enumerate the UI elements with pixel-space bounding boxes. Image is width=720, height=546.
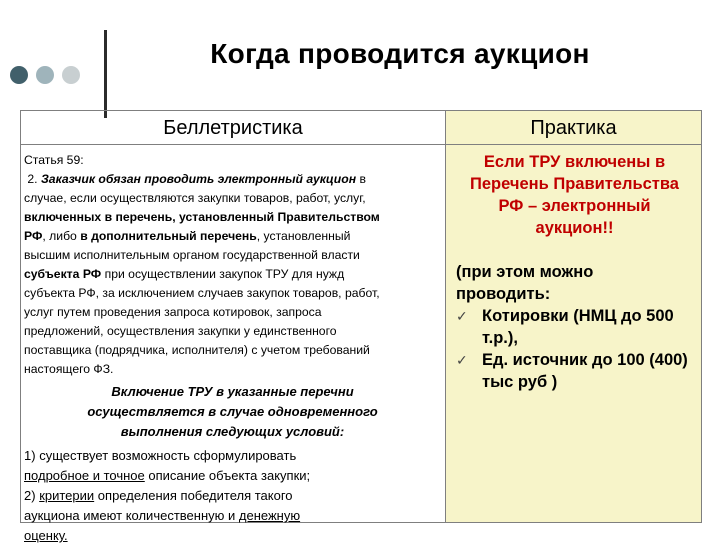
dot-mid-icon <box>36 66 54 84</box>
right-column-header: Практика <box>446 111 701 145</box>
condition-2-line-3: оценку. <box>24 528 68 543</box>
law-line-5: высшим исполнительным органом государственной власти <box>24 248 360 262</box>
law-line-9: предложений, осуществления закупки у единственного <box>24 324 337 338</box>
law-emphasis-1: Заказчик обязан проводить электронный аукцион <box>40 172 357 186</box>
law-line-8: услуг путем проведения запроса котировок, запроса <box>24 305 322 319</box>
left-column-header: Беллетристика <box>21 111 446 145</box>
list-item: ✓ Котировки (НМЦ до 500 т.р.), <box>456 307 674 347</box>
law-line-1: 2. Заказчик обязан проводить электронный аукцион в <box>27 172 366 186</box>
law-line-3: включенных в перечень, установленный Правительством <box>24 210 380 224</box>
condition-1-line-1: 1) существует возможность сформулировать <box>24 448 297 463</box>
title-divider <box>104 30 107 118</box>
law-line-7: субъекта РФ, за исключением случаев закупок товаров, работ, <box>24 286 380 300</box>
condition-1-line-2: подробное и точное описание объекта закупки; <box>24 468 311 483</box>
law-line-10: поставщика (подрядчика, исполнителя) с учетом требований <box>24 343 370 357</box>
practice-column <box>446 145 701 522</box>
conditions-list <box>24 446 441 546</box>
page-title: Когда проводится аукцион <box>210 38 590 69</box>
law-line-11: настоящего ФЗ. <box>24 362 114 376</box>
practice-list <box>456 305 701 393</box>
law-line-6: субъекта РФ при осуществлении закупок ТРУ для нужд <box>24 267 345 281</box>
comparison-table <box>20 110 702 543</box>
list-item: ✓ Ед. источник до 100 (400) тыс руб ) <box>456 351 688 391</box>
practice-notes: (при этом можно проводить: ✓ Котировки (НМЦ до 500 т.р.), ✓ Ед. источник до 100 (400) тыс руб ) <box>446 261 701 393</box>
checkmark-icon: ✓ <box>456 352 468 368</box>
condition-2-line-2: аукциона имеют количественную и денежную <box>24 508 301 523</box>
dot-light-icon <box>62 66 80 84</box>
dot-dark-icon <box>10 66 28 84</box>
law-line-2: случае, если осуществляются закупки товаров, работ, услуг, <box>24 191 366 205</box>
article-label: Статья 59: <box>24 153 84 167</box>
checkmark-icon: ✓ <box>456 308 468 324</box>
auction-rule-callout: Если ТРУ включены в Перечень Правительства РФ – электронный аукцион!! <box>470 153 679 237</box>
condition-2-line-1: 2) критерии определения победителя такого <box>24 488 293 503</box>
law-line-4: РФ, либо в дополнительный перечень, установленный <box>24 229 351 243</box>
inclusion-conditions-heading: Включение ТРУ в указанные перечни осуществляется в случае одновременного выполнения следующих условий: <box>87 384 378 439</box>
law-text-column <box>21 145 446 543</box>
